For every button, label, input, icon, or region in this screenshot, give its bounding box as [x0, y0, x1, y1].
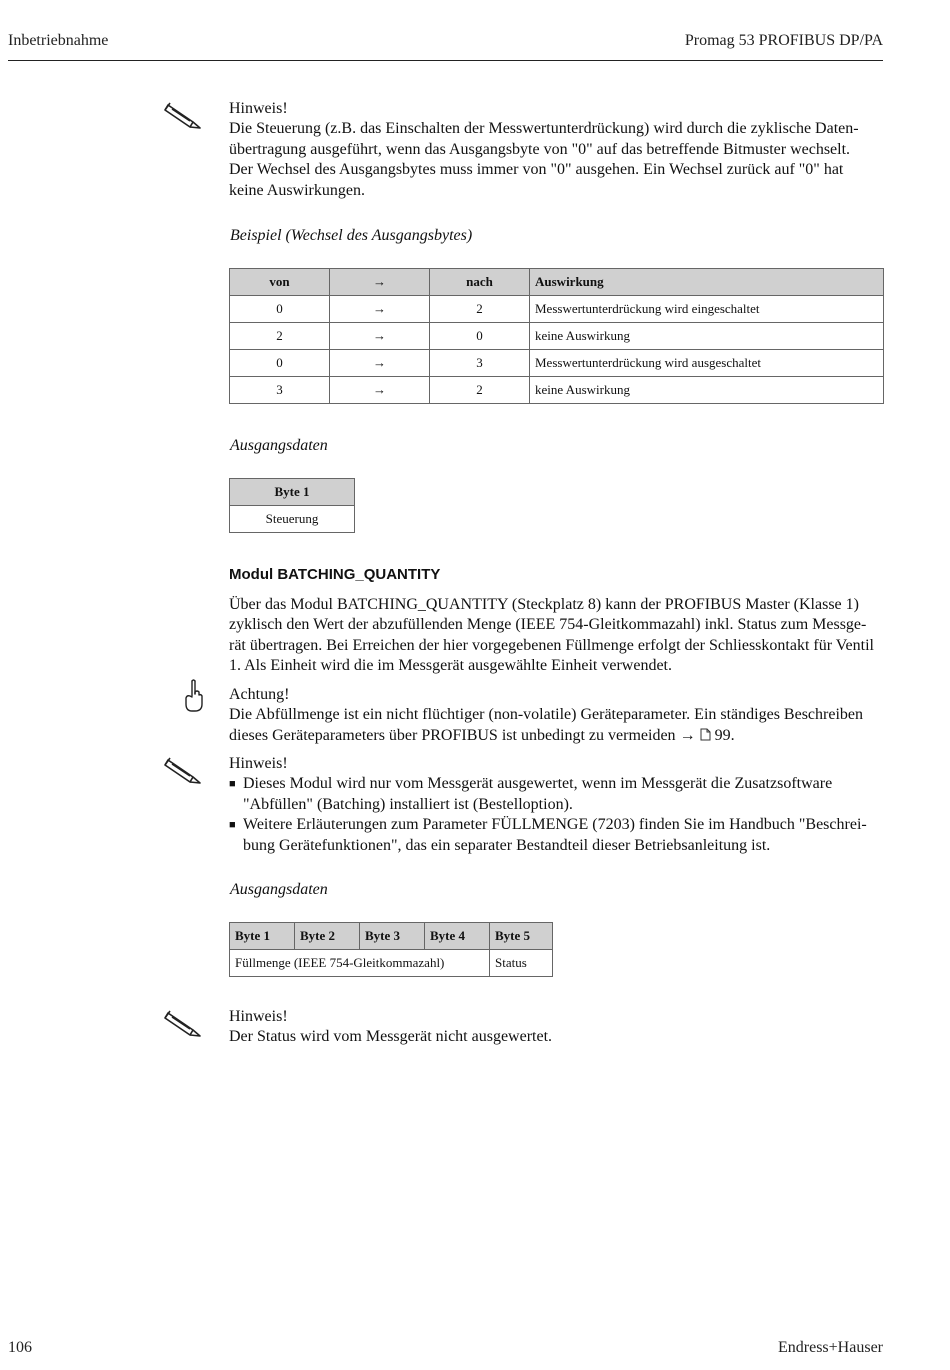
- table-cell: 3: [230, 377, 330, 404]
- note-line: Der Wechsel des Ausgangsbytes muss immer von "0" ausgehen. Ein Wechsel zurück auf "0" hat: [229, 161, 844, 179]
- table-row: [230, 506, 355, 533]
- list-item-line: ■ Dieses Modul wird nur vom Messgerät ausgewertet, wenn im Messgerät die Zusatzsoftware: [243, 775, 833, 793]
- note-hint-3: [229, 1007, 889, 1048]
- table-row: [230, 296, 884, 323]
- example-table: [229, 268, 884, 404]
- table-cell: 2: [430, 296, 530, 323]
- running-header-left: Inbetriebnahme: [8, 32, 109, 49]
- list-item: [229, 815, 889, 856]
- output-table-1: [229, 478, 355, 533]
- header-cell: nach: [430, 269, 530, 296]
- table-cell: 0: [430, 323, 530, 350]
- output-table-2: [229, 922, 553, 977]
- table-cell: keine Auswirkung: [530, 323, 884, 350]
- header-cell: Byte 1: [230, 923, 295, 950]
- table-cell: Messwertunterdrückung wird eingeschaltet: [530, 296, 884, 323]
- note-line: keine Auswirkungen.: [229, 181, 365, 199]
- header-cell: Byte 3: [360, 923, 425, 950]
- table-cell: →: [330, 323, 430, 350]
- header-cell: Byte 4: [425, 923, 490, 950]
- table-cell: Füllmenge (IEEE 754-Gleitkommazahl): [230, 950, 490, 977]
- note-title: Hinweis!: [229, 755, 288, 772]
- table-cell: 0: [230, 350, 330, 377]
- table-row: [230, 350, 884, 377]
- header-cell: Byte 5: [490, 923, 553, 950]
- table-row: [230, 950, 553, 977]
- caution-title: Achtung!: [229, 686, 290, 703]
- header-cell: →: [330, 269, 430, 296]
- header-cell: Auswirkung: [530, 269, 884, 296]
- footer-brand: Endress+Hauser: [778, 1339, 883, 1356]
- table-header-row: [230, 923, 553, 950]
- section-body: [229, 595, 889, 677]
- page-number: 106: [8, 1339, 32, 1356]
- table-header-row: [230, 269, 884, 296]
- table-cell: Status: [490, 950, 553, 977]
- table-cell: →: [330, 377, 430, 404]
- caution-line: Die Abfüllmenge ist ein nicht flüchtiger (non-volatile) Geräteparameter. Ein ständiges Beschreiben: [229, 706, 864, 724]
- table-cell: →: [330, 350, 430, 377]
- page-reference[interactable]: 99.: [714, 726, 735, 744]
- output-caption-1: Ausgangsdaten: [230, 437, 328, 454]
- note-title: Hinweis!: [229, 1008, 288, 1025]
- note-line: übertragung ausgeführt, wenn das Ausgangsbyte von "0" auf das betreffende Bitmuster wechselt.: [229, 140, 851, 158]
- list-item-line: bung Gerätefunktionen", das ein separater Bestandteil dieser Betriebsanleitung ist.: [243, 836, 771, 854]
- section-line: rät übertragen. Bei Erreichen der hier vorgegebenen Füllmenge erfolgt der Schliesskontakt für Ventil: [229, 636, 874, 654]
- note-line: Die Steuerung (z.B. das Einschalten der Messwertunterdrückung) wird durch die zyklische Daten-: [229, 120, 859, 138]
- section-line: zyklisch den Wert der abzufüllenden Menge (IEEE 754-Gleitkommazahl) inkl. Status zum Messge-: [229, 616, 867, 634]
- table-cell: →: [330, 296, 430, 323]
- pencil-note-icon: [160, 755, 202, 790]
- table-cell: 2: [430, 377, 530, 404]
- note-hint-2: [229, 754, 889, 856]
- section-line: 1. Als Einheit wird die im Messgerät ausgewählte Einheit verwendet.: [229, 657, 672, 675]
- table-cell: Messwertunterdrückung wird ausgeschaltet: [530, 350, 884, 377]
- table-row: [230, 377, 884, 404]
- bullet-list: [229, 774, 889, 856]
- caution-line-text: dieses Geräteparameters über PROFIBUS ist unbedingt zu vermeiden: [229, 726, 676, 744]
- table-row: [230, 323, 884, 350]
- header-cell: Byte 1: [230, 479, 355, 506]
- note-hint-1: [229, 99, 889, 201]
- table-cell: 2: [230, 323, 330, 350]
- pencil-note-icon: [160, 100, 202, 135]
- list-item: [229, 774, 889, 815]
- caution-block: [229, 685, 889, 747]
- section-line: Über das Modul BATCHING_QUANTITY (Steckplatz 8) kann der PROFIBUS Master (Klasse 1): [229, 596, 859, 613]
- header-cell: Byte 2: [295, 923, 360, 950]
- table-cell: 3: [430, 350, 530, 377]
- note-line: Der Status wird vom Messgerät nicht ausgewertet.: [229, 1028, 553, 1046]
- pencil-note-icon: [160, 1008, 202, 1043]
- pointing-hand-icon: [182, 678, 206, 719]
- list-item-line: ■ Weitere Erläuterungen zum Parameter FÜLLMENGE (7203) finden Sie im Handbuch "Beschrei-: [243, 816, 867, 834]
- caution-line-2: [229, 726, 889, 747]
- running-header-right: Promag 53 PROFIBUS DP/PA: [684, 32, 883, 49]
- table-cell: 0: [230, 296, 330, 323]
- output-caption-2: Ausgangsdaten: [230, 881, 328, 898]
- section-title: Modul BATCHING_QUANTITY: [229, 566, 441, 583]
- note-title: Hinweis!: [229, 100, 288, 117]
- page-reference-icon: [700, 727, 711, 747]
- header-cell: von: [230, 269, 330, 296]
- list-item-line: "Abfüllen" (Batching) installiert ist (Bestelloption).: [243, 795, 573, 813]
- table-cell: keine Auswirkung: [530, 377, 884, 404]
- example-caption: Beispiel (Wechsel des Ausgangsbytes): [230, 227, 473, 244]
- table-cell: Steuerung: [230, 506, 355, 533]
- table-header-row: [230, 479, 355, 506]
- arrow-right-icon: →: [679, 726, 696, 744]
- header-rule: [8, 60, 883, 61]
